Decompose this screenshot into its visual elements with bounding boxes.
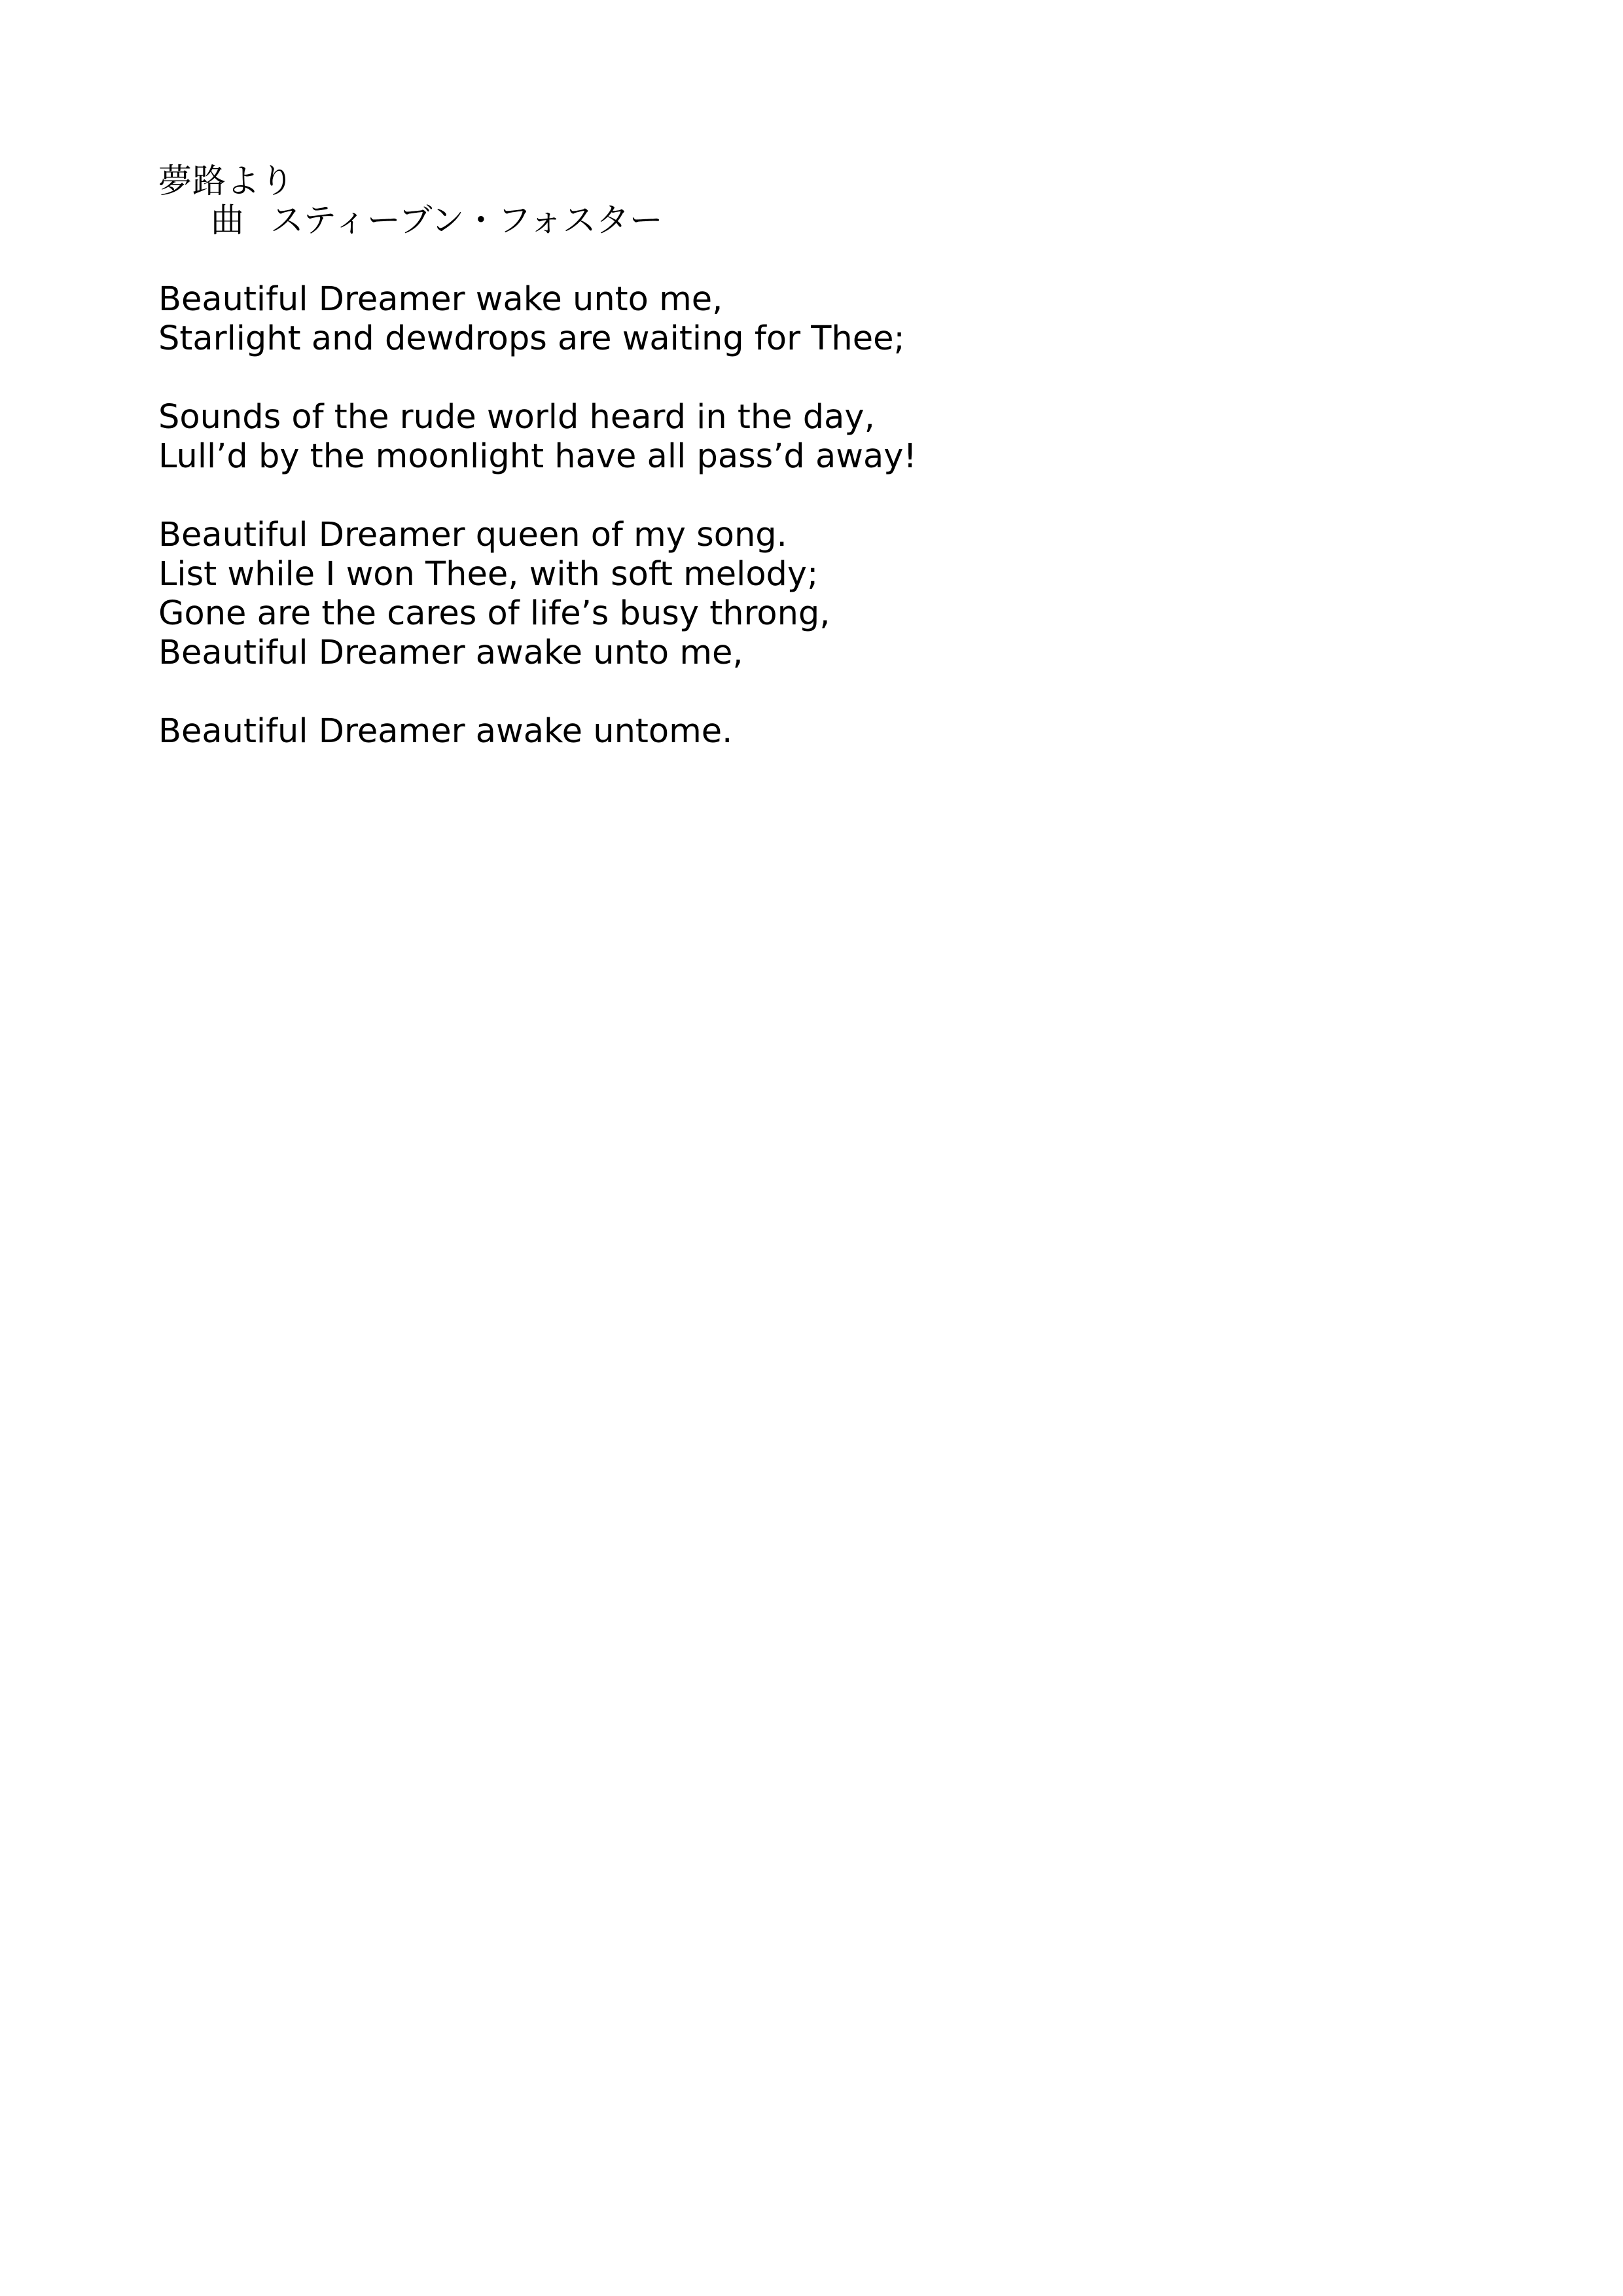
blank-line xyxy=(158,241,1467,280)
lyric-line: Lull’d by the moonlight have all pass’d away! xyxy=(158,437,917,476)
lyric-line: Beautiful Dreamer awake unto me, xyxy=(158,634,743,672)
song-title: 夢路より xyxy=(158,162,295,201)
blank-line xyxy=(158,476,1467,516)
lyric-line: List while I won Thee, with soft melody; xyxy=(158,555,819,594)
lyric-line: Beautiful Dreamer queen of my song. xyxy=(158,516,787,554)
blank-line xyxy=(158,359,1467,398)
composer-name: スティーブン・フォスター xyxy=(270,202,663,240)
composer-credit xyxy=(158,202,1467,241)
lyric-line: Starlight and dewdrops are waiting for Thee; xyxy=(158,319,905,358)
lyric-line: Sounds of the rude world heard in the day, xyxy=(158,398,875,437)
blank-line xyxy=(158,673,1467,712)
composer-prefix: 曲 xyxy=(211,202,245,240)
lyric-line: Gone are the cares of life’s busy throng, xyxy=(158,594,830,633)
lyric-line: Beautiful Dreamer wake unto me, xyxy=(158,280,723,319)
lyrics-text-block xyxy=(158,162,1467,751)
lyric-line: Beautiful Dreamer awake untome. xyxy=(158,712,733,751)
